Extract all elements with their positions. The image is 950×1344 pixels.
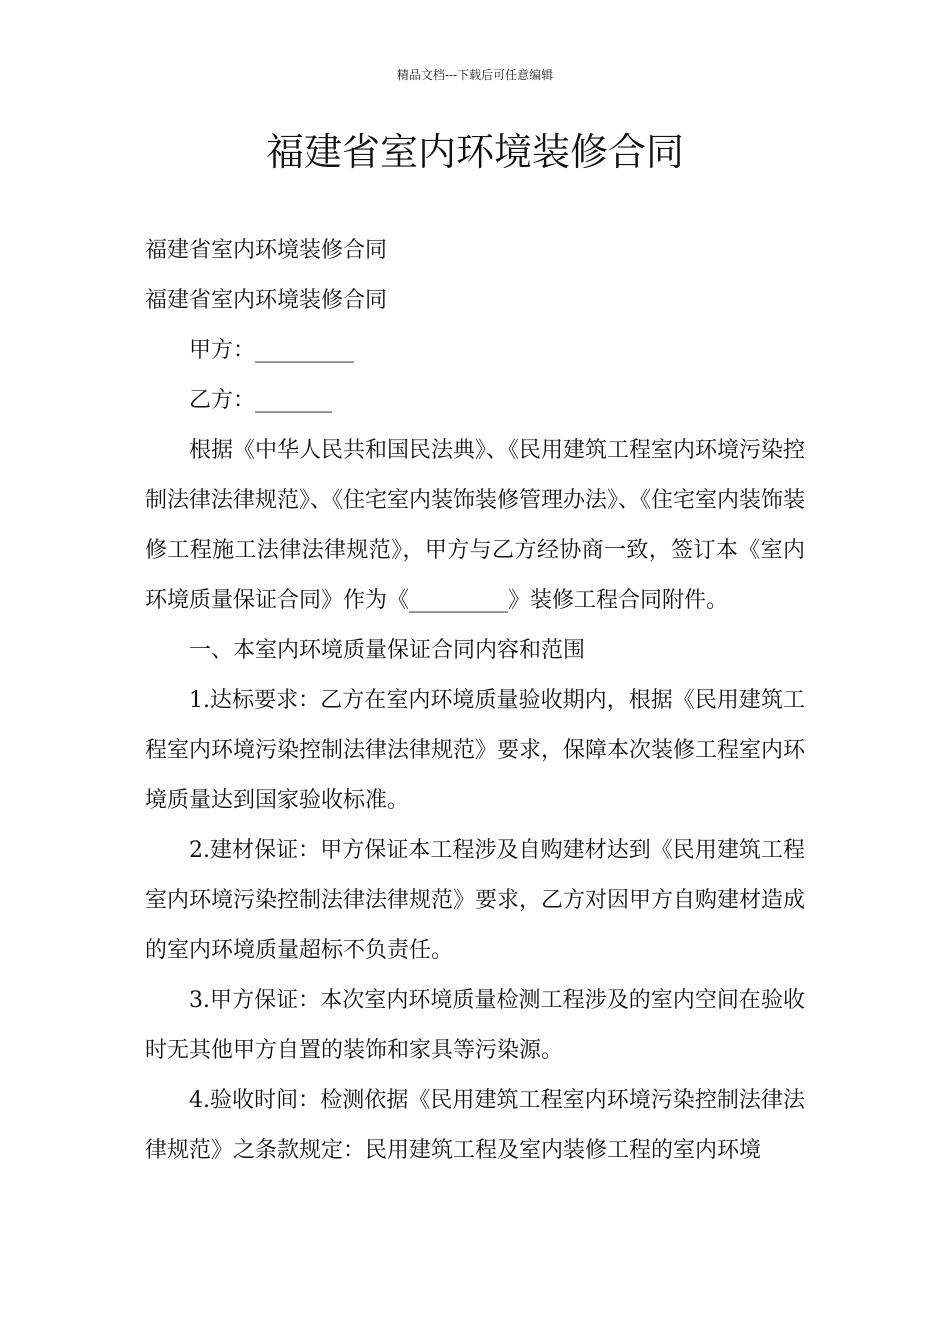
clause-1-paragraph: 1.达标要求：乙方在室内环境质量验收期内，根据《民用建筑工程室内环境污染控制法律法律规范》要求，保障本次装修工程室内环境质量达到国家验收标准。 <box>145 688 806 813</box>
header-note: 精品文档---下载后可任意编辑 <box>396 68 554 82</box>
party-a-label: 甲方： <box>189 338 256 363</box>
clause-4-paragraph: 4.验收时间：检测依据《民用建筑工程室内环境污染控制法律法律规范》之条款规定：民用建筑工程及室内装修工程的室内环境 <box>145 1088 805 1163</box>
intro-paragraph: 根据《中华人民共和国民法典》、《民用建筑工程室内环境污染控制法律法律规范》、《住宅室内装饰装修管理办法》、《住宅室内装饰装修工程施工法律法律规范》，甲方与乙方经协商一致，签订本《室内环境质量保证合同》作为《_________》装修工程合同附件。 <box>145 438 806 613</box>
subtitle-line-2: 福建省室内环境装修合同 <box>145 288 388 313</box>
clause-2-paragraph: 2.建材保证：甲方保证本工程涉及自购建材达到《民用建筑工程室内环境污染控制法律法律规范》要求，乙方对因甲方自购建材造成的室内环境质量超标不负责任。 <box>145 838 806 963</box>
party-b-blank: _______ <box>255 388 333 413</box>
subtitle-line-1: 福建省室内环境装修合同 <box>145 238 388 263</box>
party-b-label: 乙方： <box>189 388 256 413</box>
party-a-blank: _________ <box>255 338 355 363</box>
party-a-line <box>145 326 805 376</box>
party-b-line <box>145 376 805 426</box>
section-1-heading: 一、本室内环境质量保证合同内容和范围 <box>189 638 586 663</box>
document-body <box>145 226 805 1176</box>
clause-3-paragraph: 3.甲方保证：本次室内环境质量检测工程涉及的室内空间在验收时无其他甲方自置的装饰和家具等污染源。 <box>145 988 805 1063</box>
document-title: 福建省室内环境装修合同 <box>265 130 684 174</box>
